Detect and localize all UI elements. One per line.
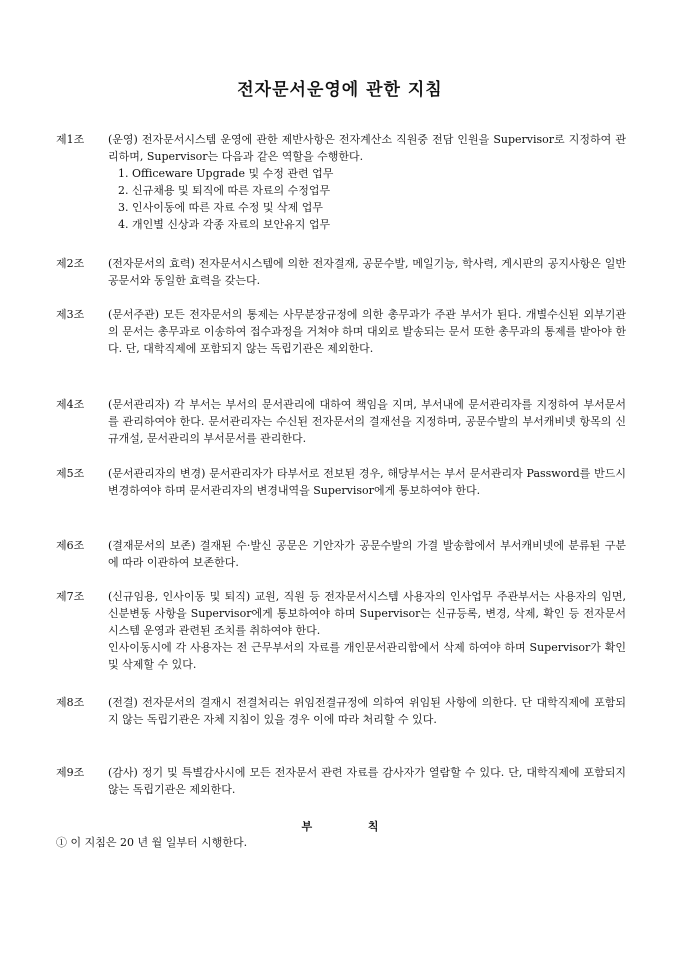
- article-7: [56, 588, 626, 673]
- article-number: 제3조: [56, 308, 85, 321]
- article-text: (전자문서의 효력) 전자문서시스템에 의한 전자결재, 공문수발, 메일기능, 학사력, 게시판의 공지사항은 일반 공문서와 동일한 효력을 갖는다.: [108, 257, 626, 287]
- article-number: 제7조: [56, 590, 85, 603]
- article-text: (문서관리자) 각 부서는 부서의 문서관리에 대하여 책임을 지며, 부서내에 문서관리자를 지정하여 부서문서를 관리하여야 한다. 문서관리자는 수신된 전자문서의 결재선을 지정하며, 공문수발의 부서캐비넷 항목의 신규개설, 문서관리의 부서문서를 관리한다.: [108, 398, 626, 445]
- article-text-continued: 인사이동시에 각 사용자는 전 근무부서의 자료를 개인문서관리함에서 삭제 하여야 하며 Supervisor가 확인 및 삭제할 수 있다.: [108, 641, 626, 671]
- appendix-title: 부 칙: [301, 820, 405, 833]
- article-text: (전결) 전자문서의 결재시 전결처리는 위임전결규정에 의하여 위임된 사항에 의한다. 단 대학직제에 포함되지 않는 독립기관은 자체 지침이 있을 경우 이에 따라 처리할 수 있다.: [108, 696, 626, 726]
- article-text: (운영) 전자문서시스템 운영에 관한 제반사항은 전자계산소 직원중 전담 인원을 Supervisor로 지정하여 관리하며, Supervisor는 다음과 같은 역할을 수행한다.: [108, 133, 626, 163]
- list-item: 3. 인사이동에 따른 자료 수정 및 삭제 업무: [118, 201, 323, 214]
- article-text: (문서관리자의 변경) 문서관리자가 타부서로 전보된 경우, 해당부서는 부서 문서관리자 Password를 반드시 변경하여야 하며 문서관리자의 변경내역을 Supervisor에게 통보하여야 한다.: [108, 467, 626, 497]
- list-item: 1. Officeware Upgrade 및 수정 관련 업무: [118, 167, 334, 180]
- article-number: 제4조: [56, 398, 85, 411]
- article-3: [56, 306, 626, 357]
- article-number: 제8조: [56, 696, 85, 709]
- article-number: 제1조: [56, 133, 85, 146]
- article-number: 제6조: [56, 539, 85, 552]
- article-number: 제5조: [56, 467, 85, 480]
- article-5: [56, 465, 626, 499]
- article-2: [56, 255, 626, 289]
- article-8: [56, 694, 626, 728]
- article-number: 제9조: [56, 766, 85, 779]
- article-6: [56, 537, 626, 571]
- article-number: 제2조: [56, 257, 85, 270]
- article-4: [56, 396, 626, 447]
- article-1: [56, 131, 626, 233]
- list-item: 2. 신규채용 및 퇴직에 따른 자료의 수정업무: [118, 184, 331, 197]
- document-title: 전자문서운영에 관한 지침: [237, 80, 443, 100]
- article-text: (신규임용, 인사이동 및 퇴직) 교원, 직원 등 전자문서시스템 사용자의 인사업무 주관부서는 사용자의 임면, 신분변동 사항을 Supervisor에게 통보하여야 하며 Supervisor는 신규등록, 변경, 삭제, 확인 등 전자문서시스템 운영과 관련된 조치를 취하여야 한다.: [108, 590, 626, 637]
- article-text: (문서주관) 모든 전자문서의 통제는 사무분장규정에 의한 총무과가 주관 부서가 된다. 개별수신된 외부기관의 문서는 총무과로 이송하여 접수과정을 거쳐야 하며 대외로 발송되는 문서 또한 총무과의 통제를 받아야 한다. 단, 대학직제에 포함되지 않는 독립기관은 제외한다.: [108, 308, 626, 355]
- list-item: 4. 개인별 신상과 각종 자료의 보안유지 업무: [118, 218, 331, 231]
- article-item-list: [108, 165, 626, 233]
- article-text: (감사) 정기 및 특별감사시에 모든 전자문서 관련 자료를 감사자가 열람할 수 있다. 단, 대학직제에 포함되지 않는 독립기관은 제외한다.: [108, 766, 626, 796]
- article-9: [56, 764, 626, 798]
- article-text: (결재문서의 보존) 결재된 수·발신 공문은 기안자가 공문수발의 가결 발송함에서 부서캐비넷에 분류된 구분에 따라 이관하여 보존한다.: [108, 539, 626, 569]
- appendix-clause: ① 이 지침은 20 년 월 일부터 시행한다.: [56, 836, 248, 849]
